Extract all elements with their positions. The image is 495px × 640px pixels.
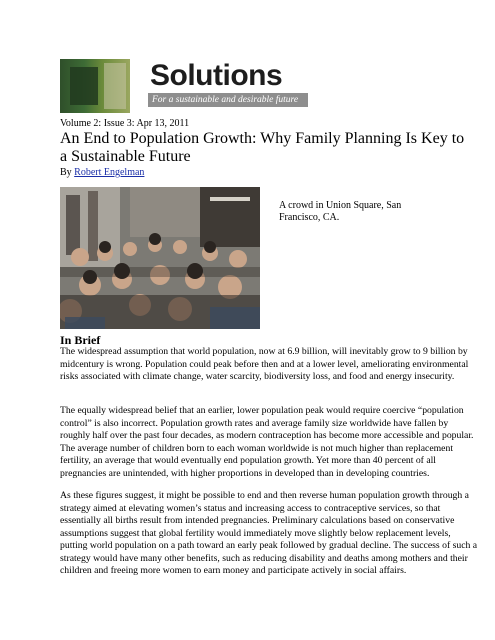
brief-paragraph: The equally widespread belief that an earlier, lower population peak would require coercive “population control” is also incorrect. Population growth rates and average family size worldwide have fallen by roughly half over the past four decades, as modern contraception has become more accessible and popular. The average number of children born to each woman worldwide is not much higher than replacement fertility, an average that would eventually end population growth. Yet more than 40 percent of all pregnancies are unintended, with higher proportions in developed than in developing countries.	[60, 405, 474, 479]
article-title: An End to Population Growth: Why Family Planning Is Key to a Sustainable Future	[60, 130, 465, 165]
logo-emblem	[60, 59, 130, 113]
brief-paragraph: The widespread assumption that world population, now at 6.9 billion, will inevitably grow to 9 billion by midcentury is wrong. Population could peak before then and at a lower level, ameliorating environmental risks associated with climate change, water scarcity, biodiversity loss, and food and energy insecurity.	[60, 346, 469, 382]
crowd-photo-image	[60, 187, 260, 329]
logo-title: Solutions	[150, 59, 283, 92]
in-brief-heading: In Brief	[60, 333, 101, 347]
photo-caption: A crowd in Union Square, San Francisco, CA.	[279, 200, 402, 223]
author-link[interactable]: Robert Engelman	[74, 167, 145, 178]
brief-paragraph: As these figures suggest, it might be possible to end and then reverse human population growth through a strategy aimed at elevating women’s status and increasing access to contraceptive services, so that essentially all births result from intended pregnancies. Preliminary calculations based on conservative assumptions suggest that global fertility would immediately move slightly below replacement levels, putting world population on a path toward an early peak followed by gradual decline. The success of such a strategy would have many other benefits, such as reducing disability and deaths among mothers and their children and freeing more women to earn money and participate actively in social affairs.	[60, 490, 478, 576]
crowd-photo	[60, 187, 260, 329]
byline-prefix: By	[60, 167, 75, 178]
logo-tagline-bar	[148, 93, 308, 107]
solutions-logo	[60, 59, 310, 113]
issue-line: Volume 2: Issue 3: Apr 13, 2011	[60, 118, 190, 129]
byline	[60, 167, 144, 178]
logo-tagline: For a sustainable and desirable future	[152, 95, 299, 105]
